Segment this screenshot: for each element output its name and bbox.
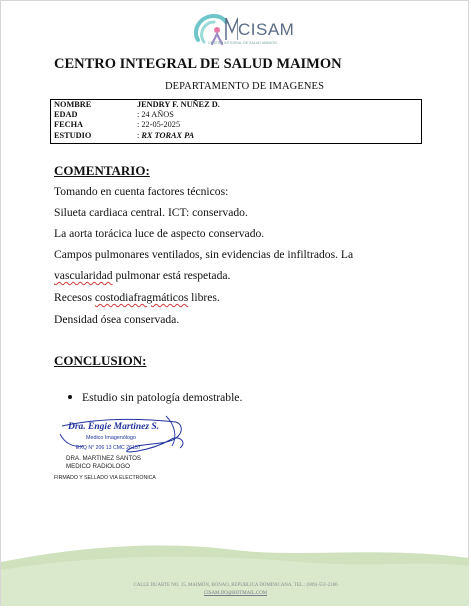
stamp-exq-text: EXQ N° 206 13 CMC 26157 (76, 445, 141, 451)
patient-value-prefix: : (137, 130, 142, 140)
logo-subtext: CENTRO INTEGRAL DE SALUD MAIMON (208, 41, 277, 45)
footer-address: CALLE DUARTE NO. 15, MAIMÓN, BONAO, REPUBLICA DOMINICANA, TEL.: (809)-551-2186 (133, 583, 338, 588)
department-title: DEPARTAMENTO DE IMAGENES (164, 81, 325, 92)
comentario-line: Campos pulmonares ventilados, sin evidencias de infiltrados. La (54, 248, 354, 261)
patient-label: ESTUDIO (54, 130, 92, 140)
institution-title: CENTRO INTEGRAL DE SALUD MAIMON (54, 56, 342, 72)
patient-row-fecha (54, 120, 418, 130)
logo-emblem-icon (190, 10, 238, 52)
patient-value: JENDRY F. NUÑEZ D. (137, 100, 220, 109)
patient-value: : 22-05-2025 (137, 120, 181, 130)
patient-value: : 24 AÑOS (137, 110, 174, 120)
line-text: libres. (188, 291, 220, 304)
patient-label: FECHA (54, 120, 84, 130)
signer-title: MEDICO RADIOLOGO (66, 463, 130, 470)
comentario-line (54, 269, 230, 282)
comentario-heading: COMENTARIO: (54, 163, 150, 178)
spellcheck-word: vascularidad (54, 269, 113, 282)
patient-label: EDAD (54, 110, 78, 120)
conclusion-heading: CONCLUSION: (54, 353, 147, 368)
spellcheck-word: costodiafragmáticos (94, 291, 189, 304)
patient-row-edad (54, 110, 418, 120)
footer-wave (1, 540, 469, 606)
patient-row-estudio (54, 131, 418, 141)
comentario-line: Tomando en cuenta factores técnicos: (54, 185, 229, 198)
comentario-line: Silueta cardiaca central. ICT: conservado. (54, 206, 248, 219)
patient-info-box (50, 99, 422, 144)
patient-label: NOMBRE (54, 100, 92, 109)
comentario-line (54, 291, 220, 304)
signature-stamp (58, 412, 190, 454)
bullet-icon (68, 395, 72, 399)
signature-note: FIRMADO Y SELLADO VIA ELECTRONICA (54, 475, 156, 481)
stamp-role-text: Medico Imagenólogo (86, 435, 137, 441)
line-text: Recesos (54, 291, 95, 304)
footer-email-link[interactable]: CISAM.DO@HOTMAIL.COM (203, 591, 268, 596)
comentario-line: Densidad ósea conservada. (54, 313, 180, 326)
signer-name: DRA. MARTINEZ SANTOS (66, 455, 142, 462)
patient-row-nombre (54, 100, 418, 110)
footer-email-line (0, 591, 471, 596)
conclusion-text: Estudio sin patología demostrable. (82, 391, 243, 404)
comentario-line: La aorta torácica luce de aspecto conservado. (54, 227, 265, 240)
cisam-logo (190, 10, 300, 52)
conclusion-bullet (68, 391, 242, 404)
line-text: pulmonar está respetada. (112, 269, 231, 282)
patient-value: RX TORAX PA (141, 130, 195, 140)
logo-wordmark: CISAM (238, 20, 295, 39)
stamp-name-text: Dra. Engie Martinez S. (68, 422, 160, 432)
